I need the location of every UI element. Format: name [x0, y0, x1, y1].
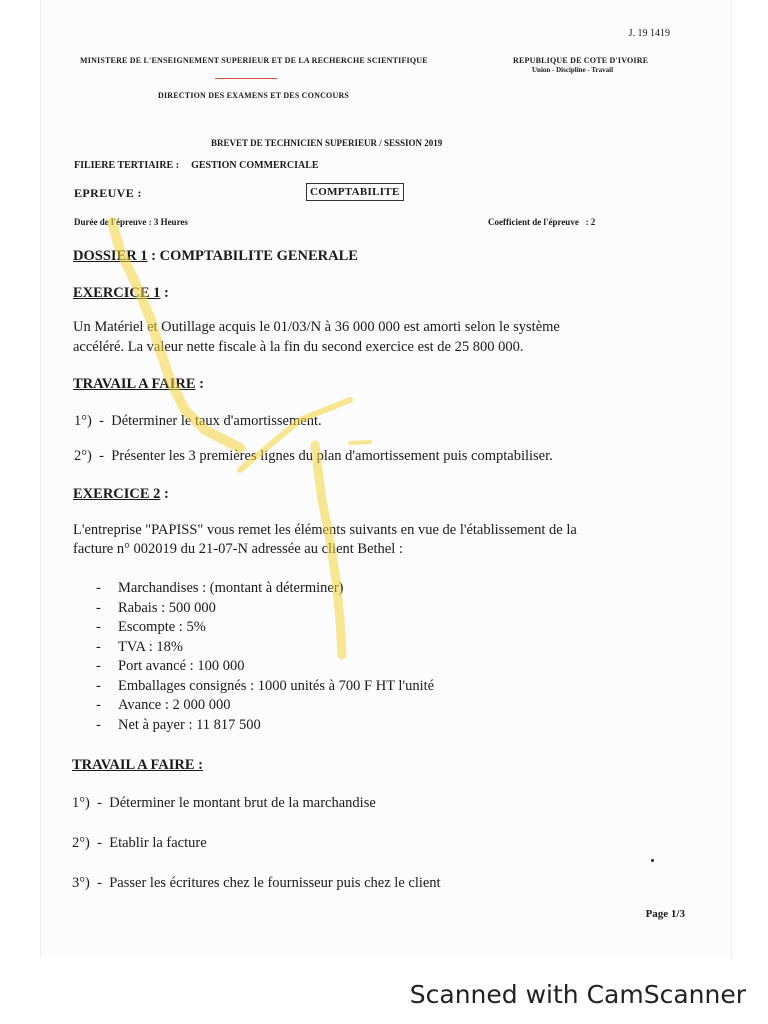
- task-text: Passer les écritures chez le fournisseur puis chez le client: [109, 875, 441, 891]
- exercice1-travail-heading: [73, 376, 204, 393]
- list-item: [96, 658, 244, 675]
- bullet-dash: -: [96, 697, 101, 713]
- dossier-title: : COMPTABILITE GENERALE: [147, 248, 358, 264]
- exercice1-paragraph-line1: Un Matériel et Outillage acquis le 01/03/N à 36 000 000 est amorti selon le système: [73, 319, 560, 335]
- exercice1-task-2: 2°) - Présenter les 3 premières lignes du plan d'amortissement puis comptabiliser.: [74, 448, 553, 464]
- filiere-value: GESTION COMMERCIALE: [191, 160, 319, 171]
- exercice2-label: EXERCICE 2: [73, 486, 161, 502]
- dossier-heading: [73, 248, 358, 265]
- list-item: [96, 580, 343, 597]
- list-item-text: Marchandises : (montant à déterminer): [118, 580, 344, 596]
- list-item: [96, 678, 434, 695]
- coefficient-value: : 2: [585, 217, 596, 227]
- task-number: 2°): [74, 448, 92, 464]
- travail-label: TRAVAIL A FAIRE: [73, 376, 196, 392]
- epreuve-label: EPREUVE :: [74, 186, 142, 200]
- task-number: 1°): [72, 795, 90, 811]
- exercice2-travail-heading: TRAVAIL A FAIRE :: [72, 757, 203, 773]
- coefficient-label: Coefficient de l'épreuve: [488, 217, 579, 227]
- bullet-dash: -: [96, 619, 101, 635]
- dossier-label: DOSSIER 1: [73, 248, 148, 264]
- list-item: [96, 619, 206, 636]
- list-item-text: Avance : 2 000 000: [118, 697, 231, 713]
- list-item: [96, 697, 230, 714]
- exercice2-heading: [73, 486, 169, 503]
- list-item: [96, 600, 216, 617]
- list-item: [96, 717, 261, 734]
- filiere-label: FILIERE TERTIAIRE :: [74, 160, 180, 171]
- exercice2-paragraph-line1: L'entreprise "PAPISS" vous remet les éléments suivants en vue de l'établissement de la: [73, 522, 577, 538]
- list-item-text: Emballages consignés : 1000 unités à 700 F HT l'unité: [118, 677, 435, 694]
- direction-name: DIRECTION DES EXAMENS ET DES CONCOURS: [158, 91, 350, 100]
- bullet-dash: -: [96, 677, 101, 694]
- bullet-dash: -: [96, 638, 101, 655]
- bullet-dash: -: [96, 599, 101, 616]
- list-item-text: Rabais : 500 000: [118, 599, 216, 616]
- task-text: Présenter les 3 premières lignes du plan d'amortissement puis comptabiliser.: [111, 448, 553, 464]
- exercice2-paragraph-line2: facture n° 002019 du 21-07-N adressée au client Bethel :: [73, 541, 403, 557]
- exercice1-paragraph-line2: accéléré. La valeur nette fiscale à la fin du second exercice est de 25 800 000.: [73, 339, 524, 355]
- exam-title: BREVET DE TECHNICIEN SUPERIEUR / SESSION 2019: [211, 138, 443, 148]
- exercice1-label: EXERCICE 1: [73, 285, 161, 301]
- exercice1-task-1: 1°) - Déterminer le taux d'amortissement.: [74, 413, 322, 429]
- list-item: [96, 639, 183, 656]
- task-text: Déterminer le montant brut de la marchandise: [109, 795, 376, 811]
- republic-name: REPUBLIQUE DE COTE D'IVOIRE: [513, 56, 649, 65]
- task-number: 2°): [72, 835, 90, 851]
- filiere-line: [74, 160, 331, 171]
- republic-motto: Union - Discipline - Travail: [532, 66, 614, 74]
- travail-colon: :: [195, 376, 204, 392]
- stray-dot: [651, 859, 654, 862]
- task-number: 3°): [72, 875, 90, 891]
- page-number: Page 1/3: [645, 908, 685, 920]
- exercice1-colon: :: [160, 285, 169, 301]
- exercice2-task-3: 3°) - Passer les écritures chez le fournisseur puis chez le client: [72, 875, 441, 891]
- ministry-name: MINISTERE DE L'ENSEIGNEMENT SUPERIEUR ET DE LA RECHERCHE SCIENTIFIQUE: [80, 56, 428, 65]
- camscanner-watermark: Scanned with CamScanner: [409, 980, 746, 1009]
- exam-coefficient: [488, 217, 595, 227]
- list-item-text: Net à payer : 11 817 500: [118, 716, 261, 733]
- header-divider: [215, 78, 277, 79]
- list-item-text: TVA : 18%: [118, 638, 183, 655]
- list-item-text: Escompte : 5%: [118, 619, 206, 635]
- bullet-dash: -: [96, 716, 101, 733]
- bullet-dash: -: [96, 580, 101, 596]
- exercice1-heading: [73, 285, 169, 302]
- exercice2-colon: :: [160, 486, 169, 502]
- task-text: Etablir la facture: [109, 835, 207, 851]
- task-number: 1°): [74, 413, 92, 429]
- exercice2-task-2: 2°) - Etablir la facture: [72, 835, 207, 851]
- document-reference: J. 19 1419: [628, 28, 670, 39]
- bullet-dash: -: [96, 658, 101, 674]
- exercice2-task-1: 1°) - Déterminer le montant brut de la marchandise: [72, 795, 376, 811]
- exam-duration: Durée de l'épreuve : 3 Heures: [74, 217, 188, 227]
- task-text: Déterminer le taux d'amortissement.: [111, 413, 322, 429]
- list-item-text: Port avancé : 100 000: [118, 658, 245, 674]
- subject-box: COMPTABILITE: [306, 183, 404, 201]
